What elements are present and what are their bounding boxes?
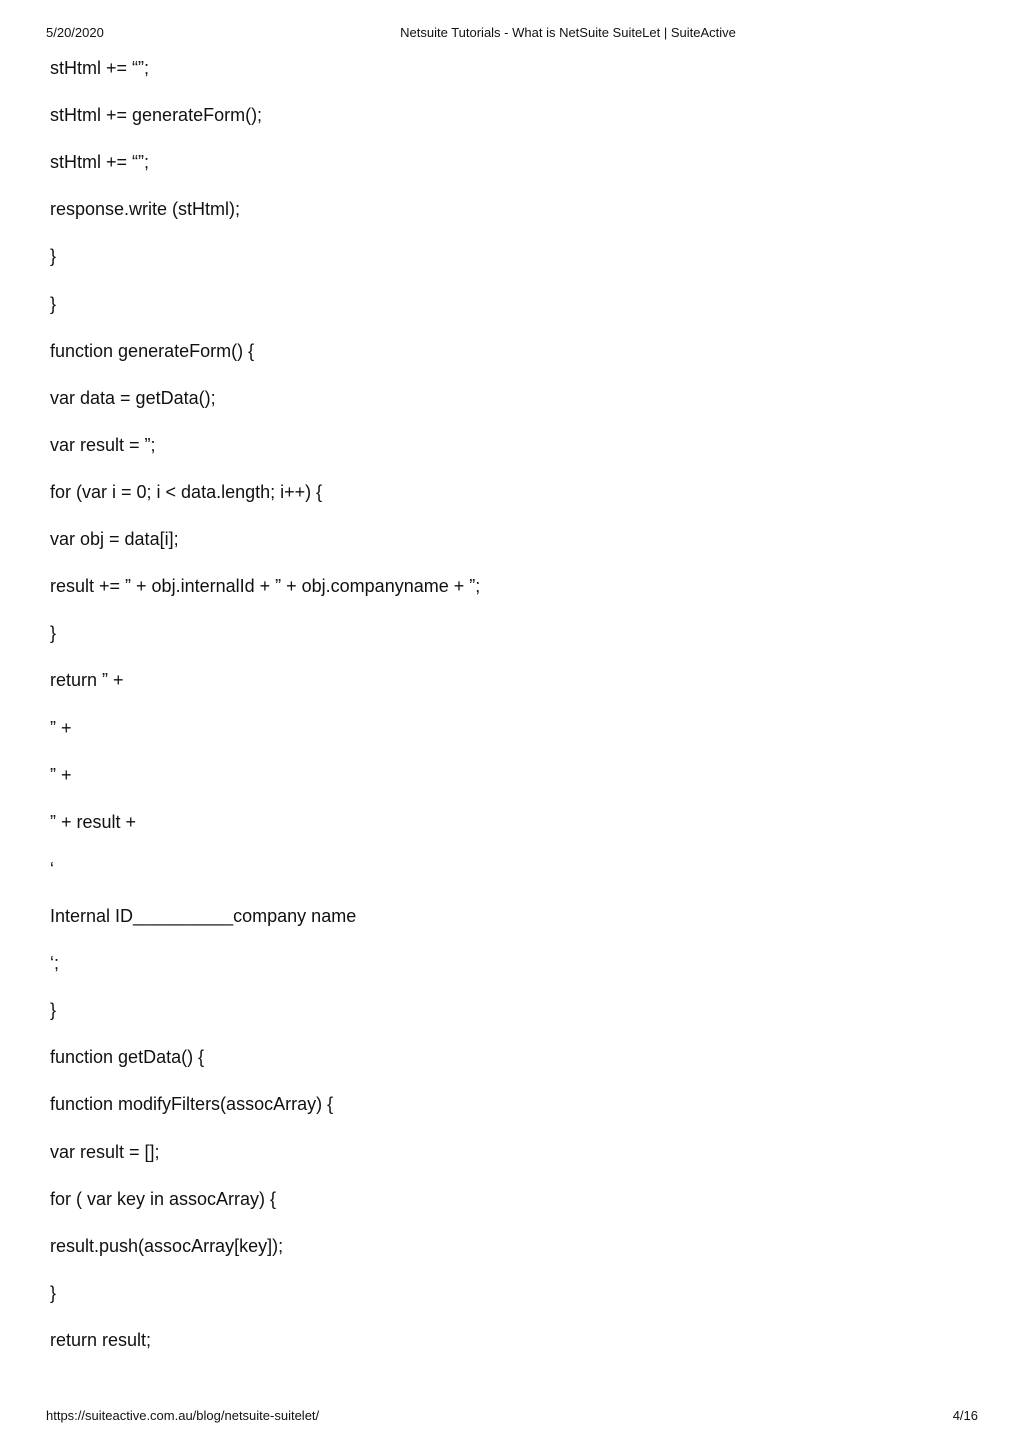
code-line: ‘ [50, 858, 54, 879]
code-line: response.write (stHtml); [50, 199, 241, 220]
source-url-link[interactable]: https://suiteactive.com.au/blog/netsuite-suitelet/ [46, 1408, 320, 1423]
code-line: function getData() { [50, 1047, 205, 1068]
code-line: } [50, 293, 57, 314]
print-date: 5/20/2020 [46, 25, 104, 40]
code-line: stHtml += generateForm(); [50, 105, 263, 126]
code-line: stHtml += “”; [50, 152, 150, 173]
code-line: } [50, 246, 57, 267]
page-number: 4/16 [952, 1408, 978, 1423]
code-line: result.push(assocArray[key]); [50, 1235, 284, 1256]
code-line: } [50, 1282, 57, 1303]
code-line: var obj = data[i]; [50, 529, 179, 550]
code-line: } [50, 623, 57, 644]
code-line: ” + [50, 717, 72, 738]
code-line: ” + [50, 764, 72, 785]
code-line: result += ” + obj.internalId + ” + obj.companyname + ”; [50, 576, 481, 597]
code-line: stHtml += “”; [50, 58, 150, 78]
code-line: function modifyFilters(assocArray) { [50, 1094, 334, 1115]
page-title: Netsuite Tutorials - What is NetSuite SuiteLet | SuiteActive [400, 25, 736, 40]
code-line: ‘; [50, 953, 59, 974]
code-line: return result; [50, 1329, 152, 1350]
code-line: for ( var key in assocArray) { [50, 1188, 277, 1209]
code-line: function generateForm() { [50, 340, 255, 361]
code-line: var result = ”; [50, 434, 156, 455]
code-line: var result = []; [50, 1141, 160, 1162]
code-line: return ” + [50, 670, 124, 691]
code-line: for (var i = 0; i < data.length; i++) { [50, 481, 323, 502]
code-line: Internal ID__________company name [50, 905, 357, 926]
code-line: } [50, 1000, 57, 1021]
code-listing [50, 56, 990, 1375]
code-line: var data = getData(); [50, 387, 216, 408]
code-line: ” + result + [50, 811, 137, 832]
